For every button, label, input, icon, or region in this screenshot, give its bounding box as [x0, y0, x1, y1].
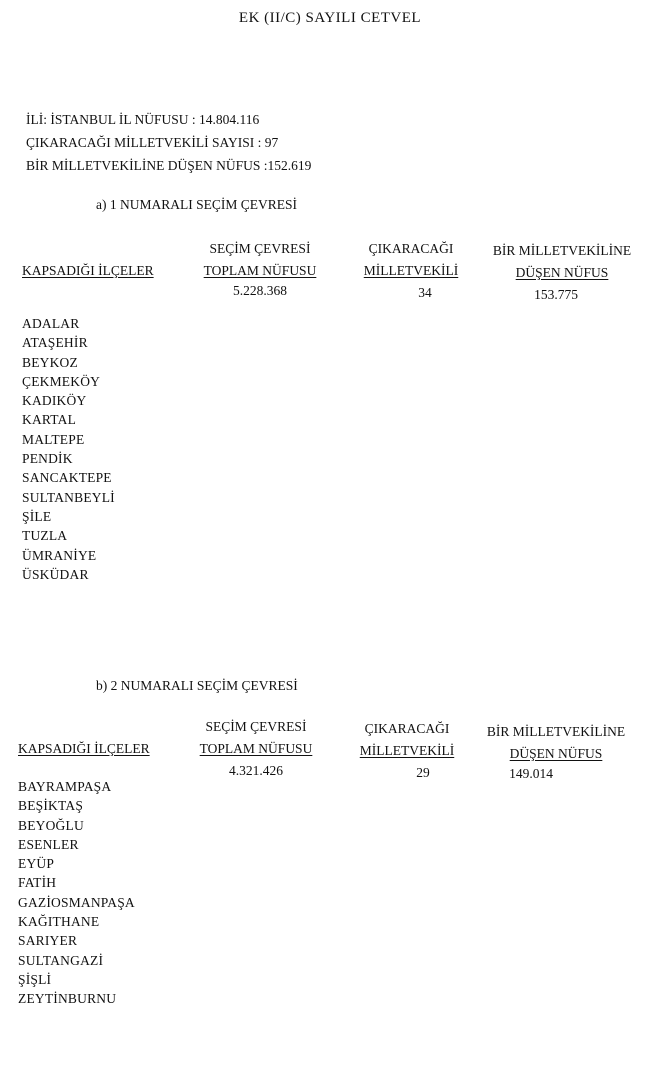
- header-line-1: SEÇİM ÇEVRESİ: [209, 241, 311, 256]
- total-population-value: 5.228.368: [233, 283, 287, 298]
- list-item: MALTEPE: [22, 431, 85, 447]
- header-line-2: MİLLETVEKİLİ: [359, 743, 455, 758]
- column-header-deputies: [356, 238, 466, 282]
- list-item: ATAŞEHİR: [22, 335, 88, 351]
- list-item: BEYKOZ: [22, 354, 78, 370]
- list-item: ŞİŞLİ: [18, 971, 52, 987]
- list-item: BEYOĞLU: [18, 817, 84, 833]
- deputy-count-line: ÇIKARACAĞI MİLLETVEKİLİ SAYISI : 97: [26, 135, 279, 150]
- list-item: EYÜP: [18, 856, 55, 872]
- header-line-1: BİR MİLLETVEKİLİNE: [492, 243, 632, 258]
- list-item: SANCAKTEPE: [22, 470, 112, 486]
- column-header-districts: KAPSADIĞI İLÇELER: [18, 741, 150, 756]
- header-line-2: DÜŞEN NÜFUS: [509, 746, 603, 761]
- column-header-total-population: [194, 716, 318, 760]
- column-header-districts: KAPSADIĞI İLÇELER: [22, 263, 154, 278]
- list-item: TUZLA: [22, 528, 68, 544]
- list-item: ÜSKÜDAR: [22, 566, 89, 582]
- list-item: KARTAL: [22, 412, 77, 428]
- list-item: ZEYTİNBURNU: [18, 991, 117, 1007]
- header-line-2: DÜŞEN NÜFUS: [515, 265, 609, 280]
- header-line-2: TOPLAM NÜFUSU: [199, 741, 313, 756]
- list-item: SULTANGAZİ: [18, 952, 104, 968]
- district-list: [22, 314, 115, 584]
- list-item: ÇEKMEKÖY: [22, 373, 101, 389]
- list-item: FATİH: [18, 875, 57, 891]
- list-item: PENDİK: [22, 451, 73, 467]
- list-item: ŞİLE: [22, 508, 52, 524]
- population-per-deputy-value: 153.775: [534, 287, 578, 302]
- list-item: KAĞITHANE: [18, 914, 100, 930]
- list-item: ÜMRANİYE: [22, 547, 97, 563]
- section-heading: a) 1 NUMARALI SEÇİM ÇEVRESİ: [96, 197, 297, 212]
- header-line-1: ÇIKARACAĞI: [364, 721, 450, 736]
- header-line-1: ÇIKARACAĞI: [368, 241, 454, 256]
- list-item: ESENLER: [18, 836, 79, 852]
- population-per-deputy-value: 149.014: [509, 766, 553, 781]
- list-item: BAYRAMPAŞA: [18, 779, 112, 794]
- list-item: SARIYER: [18, 933, 78, 949]
- header-line-1: BİR MİLLETVEKİLİNE: [486, 724, 626, 739]
- list-item: KADIKÖY: [22, 393, 87, 409]
- list-item: GAZİOSMANPAŞA: [18, 894, 135, 910]
- header-line-1: SEÇİM ÇEVRESİ: [205, 719, 307, 734]
- column-header-population-per-deputy: [480, 721, 632, 765]
- section-heading: b) 2 NUMARALI SEÇİM ÇEVRESİ: [96, 678, 298, 693]
- total-population-value: 4.321.426: [229, 763, 283, 778]
- list-item: SULTANBEYLİ: [22, 489, 115, 505]
- deputies-value: 29: [416, 765, 430, 780]
- list-item: ADALAR: [22, 316, 80, 331]
- header-line-2: TOPLAM NÜFUSU: [203, 263, 317, 278]
- province-population-line: İLİ: İSTANBUL İL NÜFUSU : 14.804.116: [26, 112, 260, 127]
- district-list: [18, 777, 135, 1009]
- list-item: BEŞİKTAŞ: [18, 798, 84, 814]
- column-header-deputies: [352, 718, 462, 762]
- population-per-deputy-line: BİR MİLLETVEKİLİNE DÜŞEN NÜFUS :152.619: [26, 158, 312, 173]
- header-line-2: MİLLETVEKİLİ: [363, 263, 459, 278]
- deputies-value: 34: [418, 285, 432, 300]
- document-title: EK (II/C) SAYILI CETVEL: [238, 10, 422, 26]
- column-header-total-population: [198, 238, 322, 282]
- column-header-population-per-deputy: [486, 240, 638, 284]
